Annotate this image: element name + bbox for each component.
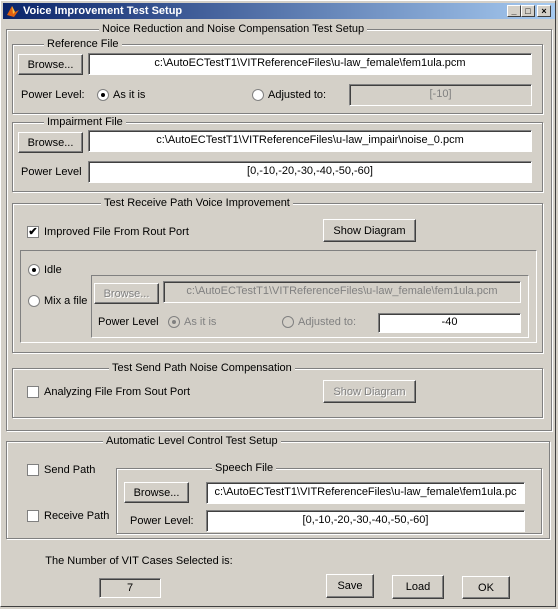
receive-show-diagram-button[interactable]: Show Diagram xyxy=(323,219,416,242)
mix-adjusted-value-field[interactable]: -40 xyxy=(378,313,521,333)
mix-as-it-is-label: As it is xyxy=(184,316,217,328)
mix-path-field[interactable]: c:\AutoECTestT1\VITReferenceFiles\u-law_female\fem1ula.pcm xyxy=(163,281,521,303)
minimize-button[interactable]: _ xyxy=(507,5,521,17)
ok-button[interactable]: OK xyxy=(462,576,510,599)
matlab-logo-icon xyxy=(6,4,20,18)
send-path-group-title: Test Send Path Noise Compensation xyxy=(109,362,295,374)
impairment-path-field[interactable]: c:\AutoECTestT1\VITReferenceFiles\u-law_impair\noise_0.pcm xyxy=(88,130,532,152)
reference-file-group-title: Reference File xyxy=(44,38,122,50)
reference-browse-button[interactable]: Browse... xyxy=(18,54,83,75)
window-title: Voice Improvement Test Setup xyxy=(23,5,183,17)
impairment-browse-button[interactable]: Browse... xyxy=(18,132,83,153)
reference-as-it-is-label: As it is xyxy=(113,89,146,101)
speech-browse-button[interactable]: Browse... xyxy=(124,482,189,503)
mix-adjusted-to-radio[interactable] xyxy=(282,316,294,328)
send-path-label: Send Path xyxy=(44,464,96,476)
speech-file-group-title: Speech File xyxy=(212,462,276,474)
vit-count-field: 7 xyxy=(99,578,161,598)
alc-group-title: Automatic Level Control Test Setup xyxy=(103,435,281,447)
impairment-power-level-field[interactable]: [0,-10,-20,-30,-40,-50,-60] xyxy=(88,161,532,183)
title-bar[interactable] xyxy=(3,3,555,19)
reference-as-it-is-radio[interactable] xyxy=(97,89,109,101)
mix-adjusted-to-label: Adjusted to: xyxy=(298,316,357,328)
reference-adjusted-to-radio[interactable] xyxy=(252,89,264,101)
load-button[interactable]: Load xyxy=(392,575,444,599)
reference-adjusted-to-label: Adjusted to: xyxy=(268,89,327,101)
mix-as-it-is-radio[interactable] xyxy=(168,316,180,328)
receive-path-group-title: Test Receive Path Voice Improvement xyxy=(101,197,293,209)
send-show-diagram-button[interactable]: Show Diagram xyxy=(323,380,416,403)
mix-browse-button[interactable]: Browse... xyxy=(94,283,159,304)
idle-label: Idle xyxy=(44,264,62,276)
vit-count-label: The Number of VIT Cases Selected is: xyxy=(45,555,233,567)
receive-path-label: Receive Path xyxy=(44,510,110,522)
maximize-button[interactable]: □ xyxy=(521,5,535,17)
mix-file-label: Mix a file xyxy=(44,295,88,307)
improved-file-checkbox[interactable]: ✔ xyxy=(28,226,38,238)
idle-radio[interactable] xyxy=(28,264,40,276)
impairment-file-group-title: Impairment File xyxy=(44,116,126,128)
close-button[interactable]: × xyxy=(537,5,551,17)
speech-power-level-label: Power Level: xyxy=(130,515,194,527)
mix-power-level-label: Power Level xyxy=(98,316,159,328)
analyzing-file-label: Analyzing File From Sout Port xyxy=(44,386,191,398)
improved-file-label: Improved File From Rout Port xyxy=(44,226,189,238)
impairment-power-level-label: Power Level xyxy=(21,166,82,178)
reference-path-field[interactable]: c:\AutoECTestT1\VITReferenceFiles\u-law_female\fem1ula.pcm xyxy=(88,53,532,75)
noise-reduction-group-title: Noice Reduction and Noise Compensation Test Setup xyxy=(99,23,367,35)
reference-power-level-label: Power Level: xyxy=(21,89,85,101)
reference-adjusted-value-field[interactable]: [-10] xyxy=(349,84,532,106)
receive-path-checkbox[interactable] xyxy=(27,510,39,522)
speech-path-field[interactable]: c:\AutoECTestT1\VITReferenceFiles\u-law_female\fem1ula.pc xyxy=(206,482,525,504)
analyzing-file-checkbox[interactable] xyxy=(27,386,39,398)
save-button[interactable]: Save xyxy=(326,574,374,598)
speech-power-level-field[interactable]: [0,-10,-20,-30,-40,-50,-60] xyxy=(206,510,525,532)
mix-file-radio[interactable] xyxy=(28,295,40,307)
send-path-checkbox[interactable] xyxy=(27,464,39,476)
